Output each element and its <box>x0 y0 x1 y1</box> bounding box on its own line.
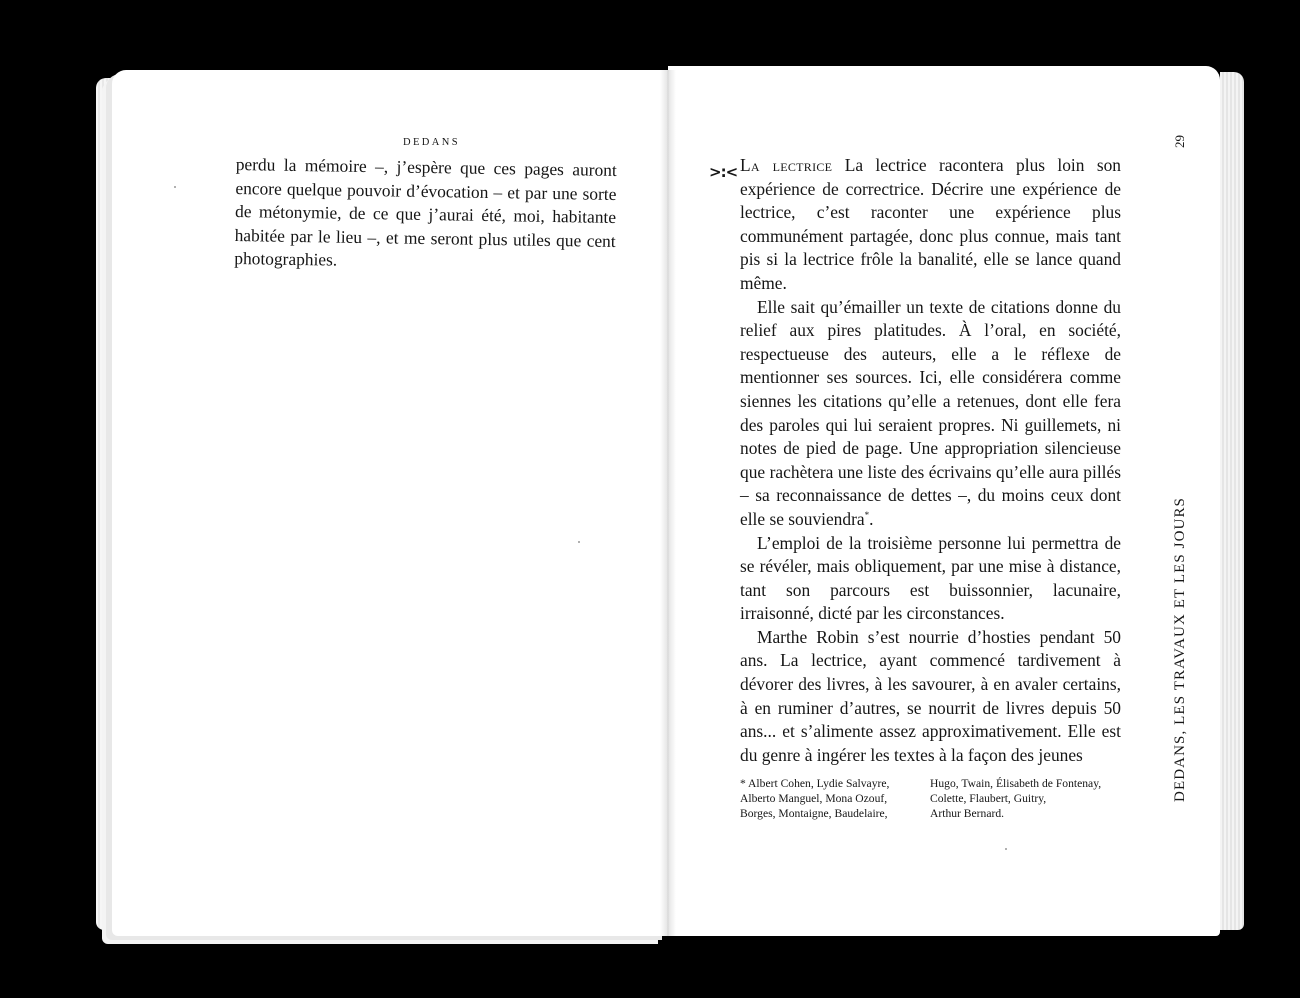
paragraph-2-text: Elle sait qu’émailler un texte de citations donne du relief aux pires platitudes. À l’oral, en société, respectueuse des auteurs, elle a le réflexe de mentionner ses sources. Ici, elle considérera comme siennes les citations qu’elle a retenues, dont elle fera des paroles qui lui seraient propres. Ni guillemets, ni notes de pied de page. Une appropriation silencieuse que rachètera une liste des écrivains qu’elle aura pillés – sa reconnaissance de dettes –, du moins ceux dont elle se souviendra <box>740 296 1121 529</box>
paragraph-2-end: . <box>869 508 874 529</box>
paragraph-1-text: La lectrice racontera plus loin son expérience de correctrice. Décrire une expérience de lectrice, c’est raconter une expérience plus communément partagée, donc plus connue, mais tant pis si la lectrice frôle la banalité, elle se lance quand même. <box>740 155 1122 293</box>
paragraph-2 <box>740 296 1121 532</box>
paragraph-4: Marthe Robin s’est nourrie d’hosties pendant 50 ans. La lectrice, ayant commencé tardivement à dévorer des livres, à les savourer, à en avaler certains, à en ruminer d’autres, se nourrit de livres depuis 50 ans... et s’alimente assez approximativement. Elle est du genre à ingérer les textes à la façon des jeunes <box>740 626 1121 765</box>
paper-speck <box>1005 848 1007 850</box>
paragraph-3: L’emploi de la troisième personne lui permettra de se révéler, mais obliquement, par une mise à distance, tant son parcours est buissonnier, lacunaire, irraisonné, dicté par les circonstances. <box>740 532 1121 624</box>
footnotes <box>740 776 1120 821</box>
book-gutter <box>660 70 676 936</box>
section-marker-icon: >:< <box>709 163 738 181</box>
right-page-body <box>740 154 1121 767</box>
footnote-column-2 <box>930 776 1120 821</box>
running-head: DEDANS <box>403 137 460 148</box>
footnote-mark: * <box>864 510 870 521</box>
footnote-line: * Albert Cohen, Lydie Salvayre, <box>740 777 890 790</box>
footnote-line: Borges, Montaigne, Baudelaire, <box>740 807 888 820</box>
left-page-paragraph: perdu la mémoire –, j’espère que ces pages auront encore quelque pouvoir d’évocation – et par une sorte de métonymie, de ce que j’aurai été, moi, habitante habitée par le lieu –, et me seront plus utiles que cent photographies. <box>234 153 617 270</box>
footnote-line: Colette, Flaubert, Guitry, <box>930 792 1047 805</box>
paragraph-1 <box>740 154 1121 296</box>
footnote-line: Hugo, Twain, Élisabeth de Fontenay, <box>930 777 1102 790</box>
lead-in: La lectrice <box>740 155 833 175</box>
page-stack-right <box>1220 72 1244 930</box>
footnote-column-1 <box>740 776 930 821</box>
paper-speck <box>578 541 580 543</box>
footnote-line: Alberto Manguel, Mona Ozouf, <box>740 792 888 805</box>
page-number: 29 <box>1172 135 1187 148</box>
paper-speck <box>174 186 176 188</box>
vertical-book-title: DEDANS, LES TRAVAUX ET LES JOURS <box>1172 497 1188 802</box>
footnote-line: Arthur Bernard. <box>930 807 1005 820</box>
